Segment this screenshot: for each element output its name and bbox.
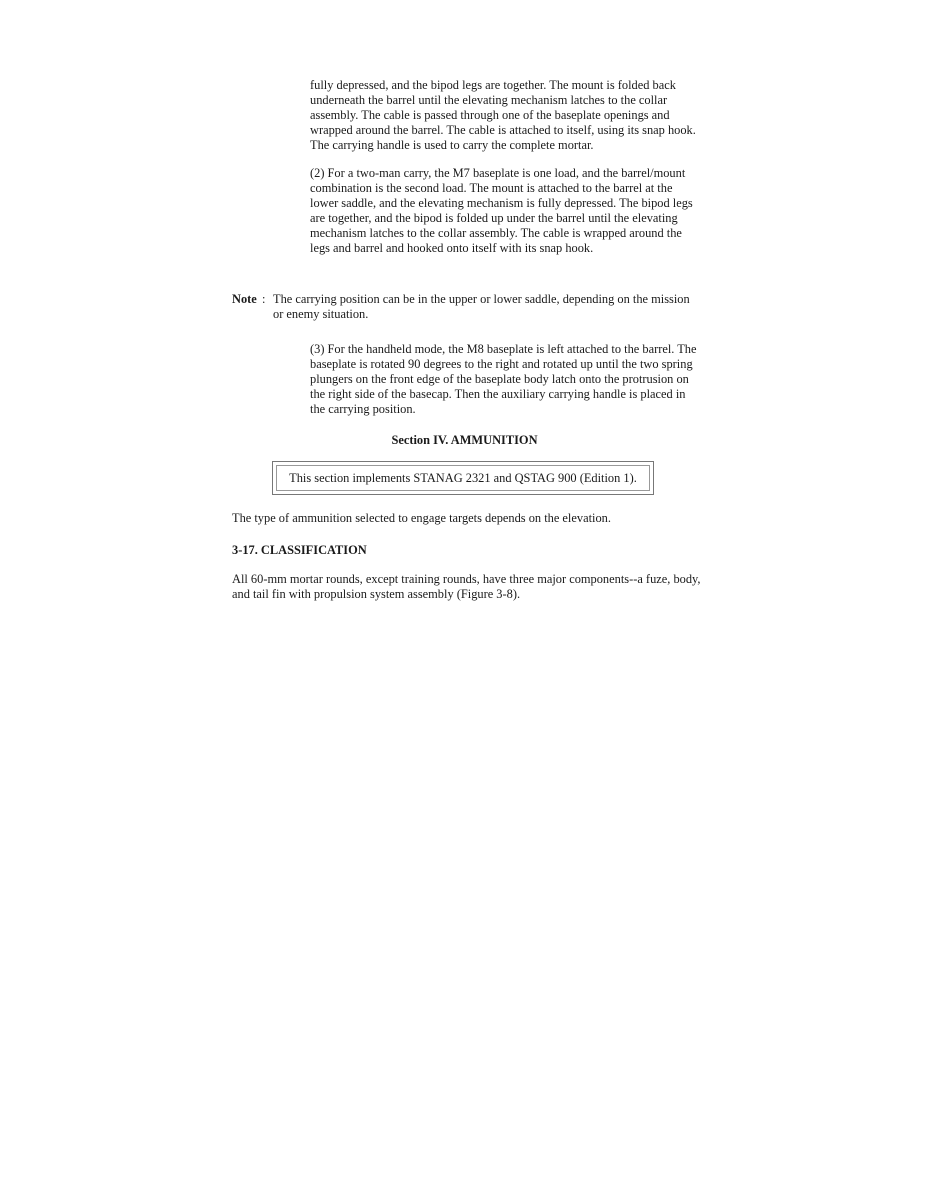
paragraph-handheld-mode: (3) For the handheld mode, the M8 baseplate is left attached to the barrel. The baseplate is rotated 90 degrees to the right and rotated up until the two spring plungers on the front edge of the baseplate body latch onto the protrusion on the right side of the basecap. Then the auxiliary carrying handle is placed in the carrying position. bbox=[310, 342, 697, 417]
classification-heading: 3-17. CLASSIFICATION bbox=[232, 543, 367, 557]
note-label: Note bbox=[232, 292, 257, 306]
standards-box-text: This section implements STANAG 2321 and QSTAG 900 (Edition 1). bbox=[276, 465, 650, 491]
paragraph-two-man-carry: (2) For a two-man carry, the M7 baseplate is one load, and the barrel/mount combination is the second load. The mount is attached to the barrel at the lower saddle, and the elevating mechanism is fully depressed. The bipod legs are together, and the bipod is folded up under the barrel until the elevating mechanism latches to the collar assembly. The cable is wrapped around the legs and barrel and hooked onto itself with its snap hook. bbox=[310, 166, 693, 256]
note-colon: : bbox=[262, 292, 266, 306]
section-intro: The type of ammunition selected to engage targets depends on the elevation. bbox=[232, 511, 611, 525]
section-title: Section IV. AMMUNITION bbox=[391, 433, 538, 447]
note-text: The carrying position can be in the upper or lower saddle, depending on the mission or enemy situation. bbox=[273, 292, 690, 322]
paragraph-one-man-carry-continued: fully depressed, and the bipod legs are together. The mount is folded back underneath the barrel until the elevating mechanism latches to the collar assembly. The cable is passed through one of the baseplate openings and wrapped around the barrel. The cable is attached to itself, using its snap hook. The carrying handle is used to carry the complete mortar. bbox=[310, 78, 696, 153]
classification-text: All 60-mm mortar rounds, except training rounds, have three major components--a fuze, body, and tail fin with propulsion system assembly (Figure 3-8). bbox=[232, 572, 701, 602]
standards-box bbox=[272, 461, 654, 495]
